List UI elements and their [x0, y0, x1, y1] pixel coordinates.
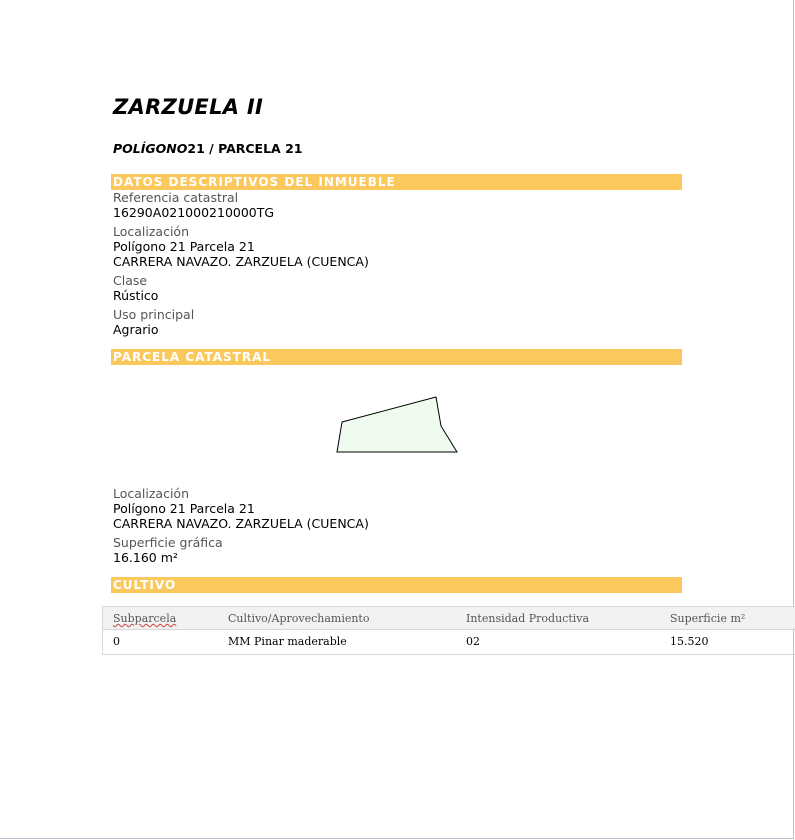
cell-intensidad: 02	[466, 635, 480, 648]
parcel-shape	[330, 390, 470, 460]
localizacion-line1: Polígono 21 Parcela 21	[113, 239, 255, 254]
cell-subparcela: 0	[113, 635, 120, 648]
header-subparcela: Subparcela	[113, 612, 177, 625]
section-title-datos: DATOS DESCRIPTIVOS DEL INMUEBLE	[113, 175, 396, 189]
parcela-localizacion-line2: CARRERA NAVAZO. ZARZUELA (CUENCA)	[113, 516, 369, 531]
superficie-label: Superficie gráfica	[113, 535, 223, 550]
poligono-label: POLÍGONO	[113, 141, 188, 156]
section-title-parcela: PARCELA CATASTRAL	[113, 350, 272, 364]
cultivo-table	[102, 606, 795, 655]
section-header-cultivo	[111, 577, 682, 593]
ref-catastral-label: Referencia catastral	[113, 190, 239, 205]
cell-superficie: 15.520	[670, 635, 709, 648]
poligono-number: 21	[187, 141, 205, 156]
localizacion-line2: CARRERA NAVAZO. ZARZUELA (CUENCA)	[113, 254, 369, 269]
clase-value: Rústico	[113, 288, 159, 303]
ref-catastral-value: 16290A021000210000TG	[113, 205, 275, 220]
parcela-localizacion-label: Localización	[113, 486, 190, 501]
table-header-row	[103, 607, 795, 630]
section-header-datos	[111, 174, 682, 190]
uso-principal-label: Uso principal	[113, 307, 195, 322]
header-superficie: Superficie m²	[670, 612, 746, 625]
cell-cultivo: MM Pinar maderable	[228, 635, 347, 648]
page-title: ZARZUELA II	[113, 95, 264, 119]
clase-label: Clase	[113, 273, 148, 288]
superficie-value: 16.160 m²	[113, 550, 178, 565]
section-title-cultivo: CULTIVO	[113, 578, 177, 592]
parcela-label: / PARCELA 21	[204, 141, 303, 156]
header-intensidad: Intensidad Productiva	[466, 612, 590, 625]
section-header-parcela	[111, 349, 682, 365]
localizacion-label: Localización	[113, 224, 190, 239]
parcela-localizacion-line1: Polígono 21 Parcela 21	[113, 501, 255, 516]
parcel-outline	[337, 397, 457, 452]
page-subtitle	[113, 141, 302, 156]
header-cultivo: Cultivo/Aprovechamiento	[228, 612, 370, 625]
uso-principal-value: Agrario	[113, 322, 159, 337]
